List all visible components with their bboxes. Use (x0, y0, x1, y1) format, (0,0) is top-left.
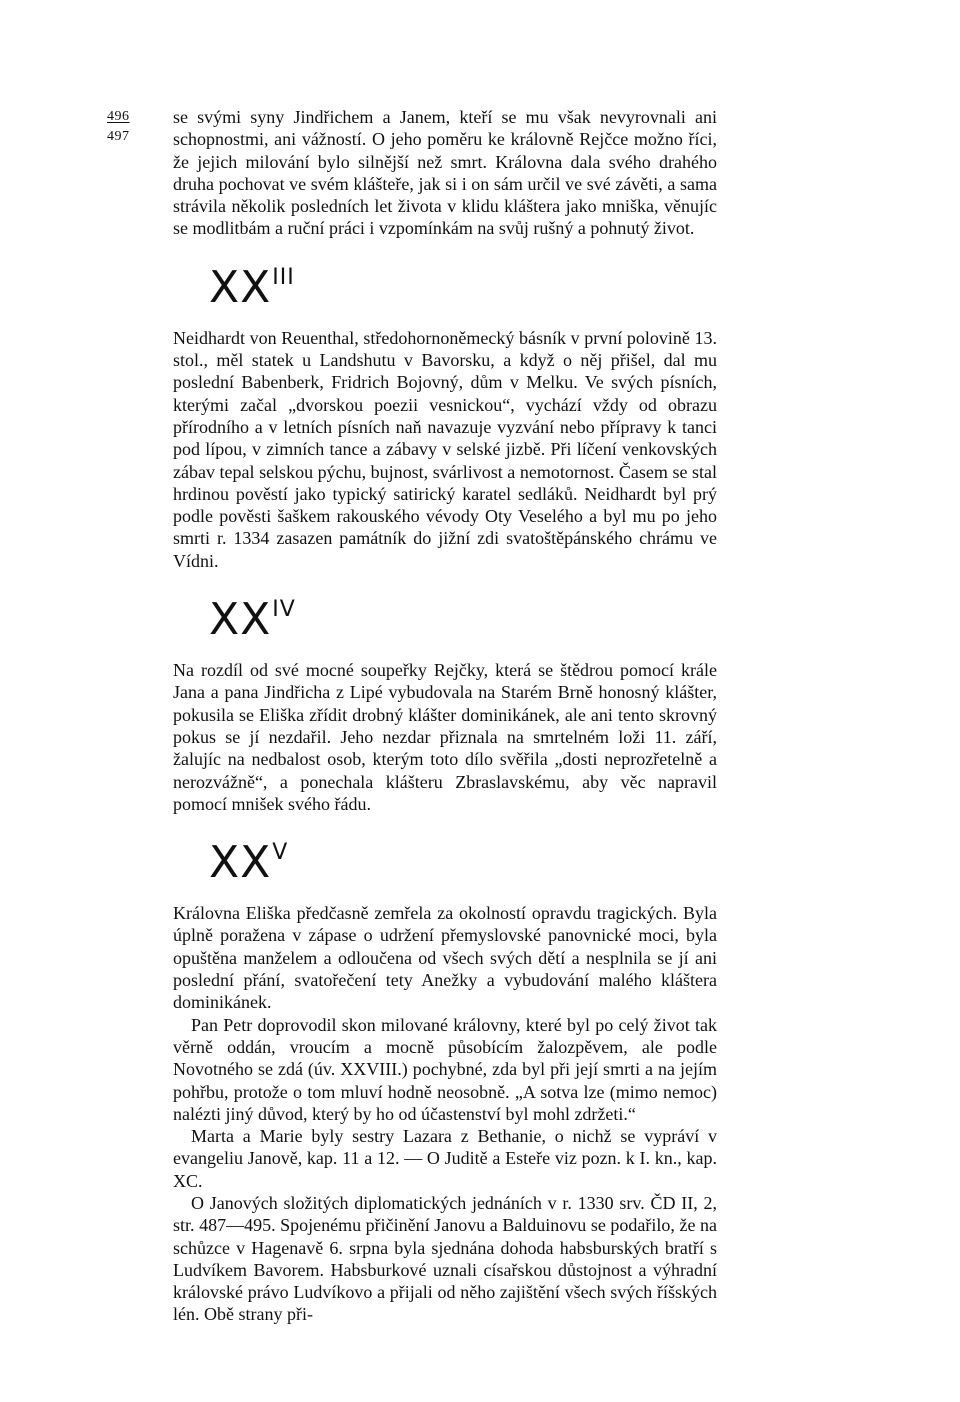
margin-ref-496: 496 (107, 109, 130, 124)
note-xxiii-paragraph: Neidhardt von Reuenthal, středohornoněmecký básník v první polovině 13. stol., měl statek u Landshutu v Bavorsku, a když o něj přišel, dal mu poslední Babenberk, Fridrich Bojovný, dům v Melku. Ve svých písních, kterými začal „dvorskou poezii vesnickou“, vychází vždy od obrazu přírodního a v letních písních naň navazuje vyzvání nebo přípravy k tanci pod lípou, v zimních tance a zábavy v selské jizbě. Při líčení venkovských zábav tepal selskou pýchu, bujnost, svárlivost a nemotornost. Časem se stal hrdinou pověstí jako typický satirický karatel sedláků. Neidhardt byl prý podle pověsti šaškem rakouského vévody Oty Veselého a byl mu po jeho smrti r. 1334 zasazen památník do jižní zdi svatoštěpánského chrámu ve Vídni. (173, 327, 717, 571)
margin-ref-497: 497 (107, 129, 130, 144)
heading-main: XX (209, 594, 272, 646)
note-xxv-paragraph-1: Královna Eliška předčasně zemřela za okolností opravdu tragických. Byla úplně poražena v zápase o udržení přemyslovské panovnické moci, byla opuštěna manželem a odloučena od všech svých dětí a nesplnila se jí ani poslední přání, svatořečení tety Anežky a vybudování malého kláštera dominikánek. (173, 903, 717, 1013)
margin-page-references (107, 107, 155, 147)
main-text-column (173, 106, 717, 1326)
note-xxiv-paragraph: Na rozdíl od své mocné soupeřky Rejčky, která se štědrou pomocí krále Jana a pana Jindřicha z Lipé vybudovala na Starém Brně honosný klášter, pokusila se Eliška zřídit drobný klášter dominikánek, ale ani tento skrovný pokus se jí nezdařil. Jeho nezdar přiznala na smrtelném loži 11. září, žalujíc na nedbalost osob, kterým toto dílo svěřila „dosti neprozřetelně a nerozvážně“, a ponechala klášteru Zbraslavskému, aby věc napravil pomocí mnišek svého řádu. (173, 660, 717, 814)
heading-superscript: IV (272, 597, 296, 623)
section-heading-xxiii (209, 262, 717, 322)
intro-paragraph: se svými syny Jindřichem a Janem, kteří se mu však nevyrovnali ani schopnostmi, ani vážností. O jeho poměru ke královně Rejčce možno říci, že jejich milování bylo silnější než smrt. Královna dala svého drahého druha pochovat ve svém klášteře, jak si i on sám určil ve své závěti, a sama strávila několik posledních let života v klidu kláštera jako mniška, věnujíc se modlitbám a ruční práci i vzpomínkám na svůj rušný a pohnutý život. (173, 107, 717, 239)
note-xxv-paragraph-4: O Janových složitých diplomatických jednáních v r. 1330 srv. ČD II, 2, str. 487—495. Spojenému přičinění Janovu a Balduinovu se podařilo, že na schůzce v Hagenavě 6. srpna byla sjednána dohoda habsburských bratří s Ludvíkem Bavorem. Habsburkové uznali císařskou důstojnost a výhradní královské právo Ludvíkovo a přijali od něho zajištění všech svých říšských lén. Obě strany při- (173, 1192, 717, 1325)
heading-superscript: III (272, 264, 295, 290)
note-xxv-paragraph-3: Marta a Marie byly sestry Lazara z Bethanie, o nichž se vypráví v evangeliu Janově, kap. 11 a 12. — O Juditě a Esteře viz pozn. k I. kn., kap. XC. (173, 1126, 717, 1191)
heading-main: XX (209, 261, 272, 313)
heading-main: XX (209, 837, 272, 889)
section-heading-xxiv (209, 594, 717, 654)
section-heading-xxv (209, 837, 717, 897)
heading-superscript: V (272, 840, 289, 866)
note-xxv-paragraph-2: Pan Petr doprovodil skon milované královny, které byl po celý život tak věrně oddán, vroucím a mocně působícím žalozpěvem, ale podle Novotného se zdá (úv. XXVIII.) pochybné, zda byl při její smrti a na jejím pohřbu, protože o tom mluví hodně neosobně. „A sotva lze (mimo nemoc) nalézti jiný důvod, který by ho od účastenství byl mohl zdržeti.“ (173, 1014, 717, 1124)
